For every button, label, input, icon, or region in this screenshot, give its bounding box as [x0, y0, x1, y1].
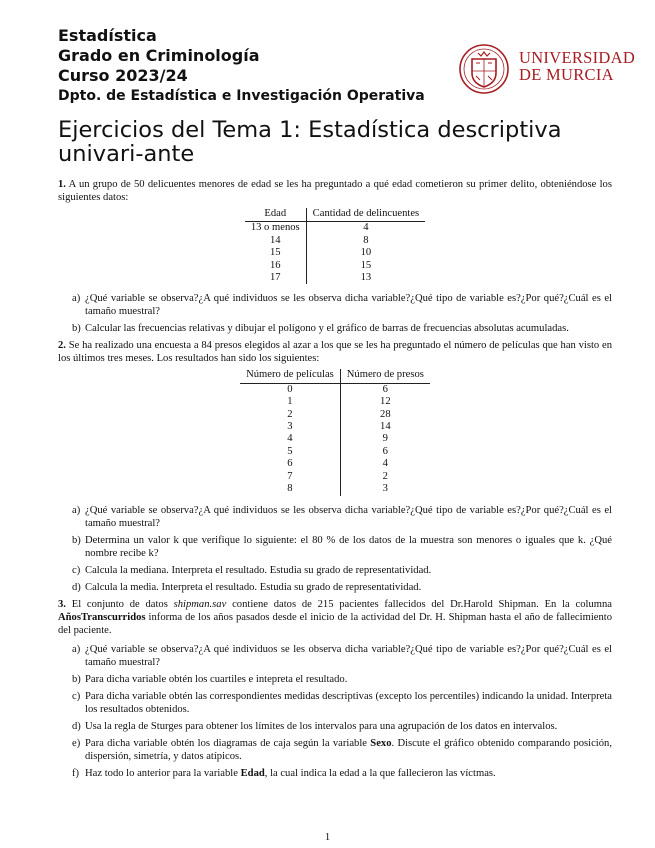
table-row: [240, 383, 430, 396]
table-cell: 1: [240, 396, 340, 408]
table-cell: 16: [245, 260, 306, 272]
table-cell: 15: [360, 259, 372, 271]
table-header: Edad: [245, 208, 306, 222]
sub-question: c) Para dicha variable obtén las correspondientes medidas descriptivas (excepto los percentiles) indicando la unidad. Interpreta los resultados obtenidos.: [72, 690, 612, 715]
table-cell: 7: [240, 471, 340, 483]
table-row: [240, 471, 430, 483]
exercise-number: 3.: [58, 598, 66, 610]
sub-question: d) Calcula la media. Interpreta el resultado. Estudia su grado de representatividad.: [72, 581, 422, 593]
table-cell: 3: [382, 483, 388, 495]
table-row: [245, 272, 425, 284]
sub-question: a) ¿Qué variable se observa?¿A qué individuos se les observa dicha variable?¿Qué tipo de variable es?¿Por qué?¿Cuál es el tamaño muestral?: [72, 643, 612, 668]
table-row: [240, 446, 430, 458]
table-row: [240, 421, 430, 433]
table-cell: 15: [245, 247, 306, 259]
data-file-name: shipman.sav: [173, 598, 227, 610]
document-header: [58, 26, 425, 105]
table-row: [240, 433, 430, 445]
table-cell: 9: [382, 433, 388, 445]
data-table: [240, 369, 430, 495]
table-cell: 12: [380, 396, 391, 408]
sub-question-list: [58, 292, 612, 335]
sub-question-list: [58, 643, 612, 780]
university-crest-icon: [458, 43, 510, 95]
university-name-line2: DE MURCIA: [519, 65, 614, 84]
variable-name: Edad: [240, 767, 265, 779]
table-cell: 14: [380, 421, 391, 433]
sub-question: a) ¿Qué variable se observa?¿A qué individuos se les observa dicha variable?¿Qué tipo de variable es?¿Por qué?¿Cuál es el tamaño muestral?: [72, 504, 612, 529]
table-cell: 14: [245, 235, 306, 247]
page-number: 1: [324, 832, 331, 843]
table-cell: 2: [240, 409, 340, 421]
table-row: [245, 222, 425, 235]
table-row: [245, 260, 425, 272]
table-header: Número de películas: [240, 369, 340, 383]
exercise-2: [58, 339, 612, 593]
table-cell: 28: [380, 408, 391, 420]
sub-question: e) Para dicha variable obtén los diagramas de caja según la variable Sexo. Discute el gráfico obtenido comparando posición, dispersión, simetría, y datos atípicos.: [72, 737, 612, 762]
academic-year: Curso 2023/24: [58, 66, 188, 85]
table-cell: 13: [360, 272, 372, 284]
variable-name: Sexo: [370, 737, 392, 749]
sub-question: c) Calcula la mediana. Interpreta el resultado. Estudia su grado de representatividad.: [72, 564, 432, 576]
university-logo: [458, 43, 643, 91]
exercise-number: 1.: [58, 179, 66, 190]
sub-question: b) Determina un valor k que verifique lo siguiente: el 80 % de los datos de la muestra son menores o iguales que k. ¿Qué nombre recibe k?: [72, 534, 612, 559]
table-row: [245, 247, 425, 259]
table-cell: 3: [240, 421, 340, 433]
table-header: Cantidad de delincuentes: [306, 208, 425, 222]
table-row: [245, 235, 425, 247]
course-subject: Estadística: [58, 26, 157, 45]
table-row: [240, 458, 430, 470]
table-row: [240, 483, 430, 495]
sub-question-list: [58, 504, 612, 594]
exercise-number: 2.: [58, 340, 66, 352]
sub-question: b) Para dicha variable obtén los cuartiles e intepreta el resultado.: [72, 673, 348, 685]
table-cell: 2: [382, 470, 388, 482]
exercise-1: [58, 178, 612, 335]
table-cell: 17: [245, 272, 306, 284]
table-row: [240, 396, 430, 408]
university-name: [519, 49, 635, 83]
table-header: Número de presos: [340, 369, 430, 383]
table-cell: 0: [240, 383, 340, 396]
table-cell: 13 o menos: [245, 222, 306, 235]
degree-name: Grado en Criminología: [58, 46, 260, 65]
page-title: Ejercicios del Tema 1: Estadística descriptiva univari-ante: [58, 117, 562, 167]
data-table: [245, 208, 425, 284]
table-cell: 4: [382, 458, 388, 470]
sub-question: f) Haz todo lo anterior para la variable Edad, la cual indica la edad a la que fallecieron las víctmas.: [72, 767, 496, 779]
table-row: [240, 409, 430, 421]
sub-question: b) Calcular las frecuencias relativas y dibujar el polígono y el gráfico de barras de frecuencias absolutas acumuladas.: [72, 323, 569, 335]
table-cell: 6: [240, 458, 340, 470]
sub-question: a) ¿Qué variable se observa?¿A qué individuos se les observa dicha variable?¿Qué tipo de variable es?¿Por qué?¿Cuál es el tamaño muestral?: [72, 293, 612, 318]
table-cell: 8: [240, 483, 340, 495]
table-cell: 10: [360, 247, 372, 259]
table-cell: 4: [240, 433, 340, 445]
table-cell: 4: [363, 222, 369, 234]
exercise-statement: Se ha realizado una encuesta a 84 presos elegidos al azar a los que se les ha preguntado el número de películas que han visto en los últimos tres meses. Los resultados han sido los siguientes:: [58, 340, 612, 365]
column-name: AñosTranscurridos: [58, 611, 146, 623]
exercise-list: [58, 178, 612, 784]
table-cell: 6: [382, 383, 388, 395]
sub-question: d) Usa la regla de Sturges para obtener los límites de los intervalos para una agrupación de los datos en intervalos.: [72, 720, 558, 732]
table-cell: 6: [382, 445, 388, 457]
table-cell: 8: [363, 234, 369, 246]
department-name: Dpto. de Estadística e Investigación Operativa: [58, 88, 425, 104]
exercise-statement: A un grupo de 50 delicuentes menores de edad se les ha preguntado a qué edad cometieron su primer delito, obteniéndose los siguientes datos:: [58, 179, 612, 203]
exercise-3: 3. El conjunto de datos shipman.sav contiene datos de 215 pacientes fallecidos del Dr.Harold Shipman. En la columna AñosTranscurridos informa de los años pasados desde el inicio de la actividad del Dr. H. Shipman hasta el año de fallecimiento del paciente. a) ¿Qué variable se observa?¿A qué individuos se les observa dicha variable?¿Qué tipo de variable es?¿Por qué?¿Cuál es el tamaño muestral? b) Para dicha variable obtén los cuartiles e intepreta el resultado. c) Para dicha variable obtén las correspondientes medidas descriptivas (excepto los percentiles) indicando la unidad. Interpreta los resultados obtenidos. d) Usa la regla de Sturges para obtener los límites de los intervalos para una agrupación de los datos en intervalos. e) Para dicha variable obtén los diagramas de caja según la variable Sexo. Discute el gráfico obtenido comparando posición, dispersión, simetría, y datos atípicos. f) Haz todo lo anterior para la variable Edad, la cual indica la edad a la que fallecieron las víctmas.: [58, 598, 612, 779]
table-cell: 5: [240, 446, 340, 458]
university-name-line1: UNIVERSIDAD: [519, 48, 636, 67]
